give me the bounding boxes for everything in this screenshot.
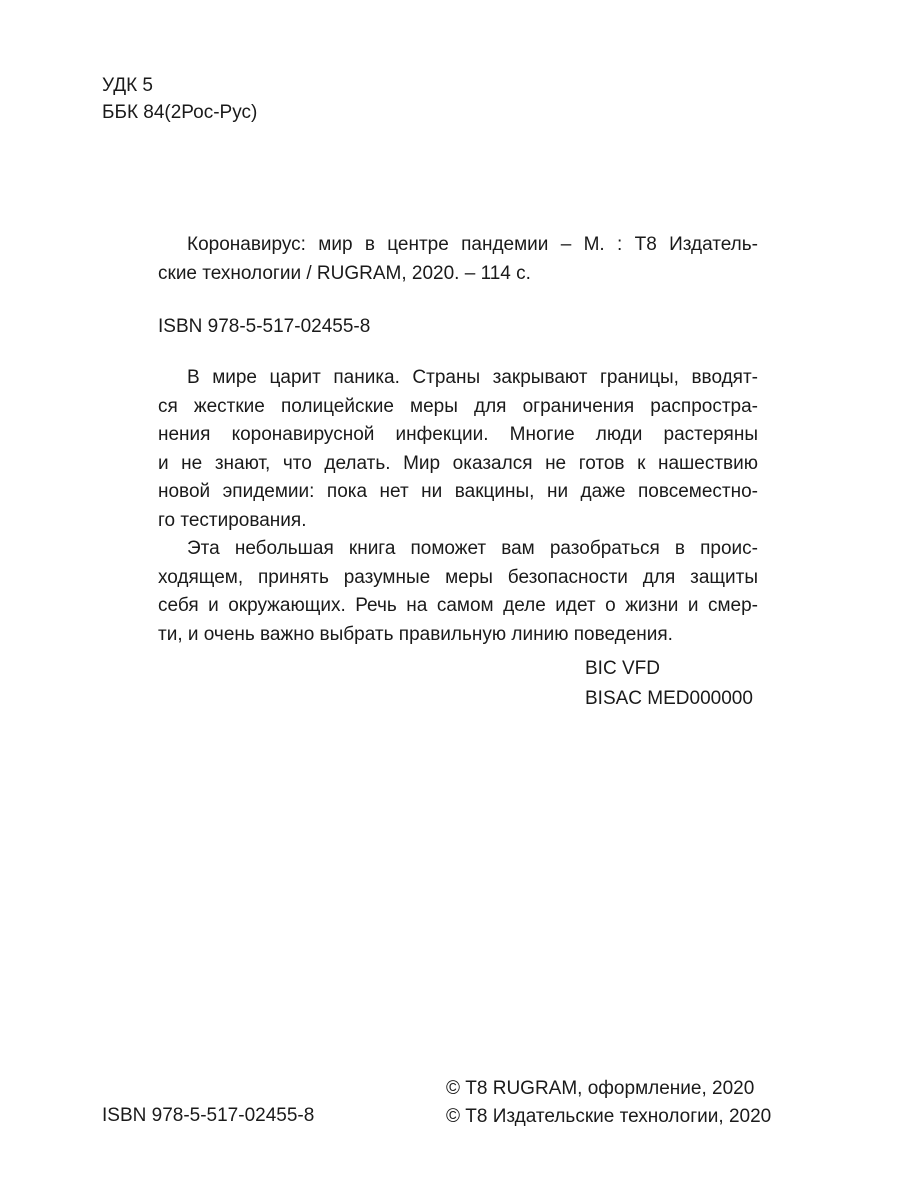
- bic-code: BIC VFD: [585, 658, 660, 679]
- bbk-code: ББК 84(2Рос-Рус): [102, 102, 258, 123]
- description-line: го тестирования.: [158, 509, 307, 531]
- description-line: В мире царит паника. Страны закрывают границы, вводят-: [187, 367, 758, 388]
- isbn-top: ISBN 978-5-517-02455-8: [158, 316, 371, 337]
- description-line: и не знают, что делать. Мир оказался не готов к нашествию: [158, 452, 758, 474]
- isbn-footer: ISBN 978-5-517-02455-8: [102, 1105, 315, 1126]
- bisac-code: BISAC MED000000: [585, 688, 753, 709]
- book-description: [158, 364, 758, 649]
- description-line: ся жесткие полицейские меры для ограничения распростра-: [158, 395, 758, 417]
- bibliographic-citation: [158, 231, 758, 288]
- description-line: себя и окружающих. Речь на самом деле идет о жизни и смер-: [158, 595, 758, 616]
- copyright-block: [446, 1075, 771, 1131]
- copyright-line: © Т8 RUGRAM, оформление, 2020: [446, 1078, 755, 1099]
- citation-line: ские технологии / RUGRAM, 2020. – 114 с.: [158, 262, 531, 284]
- description-line: нения коронавирусной инфекции. Многие люди растеряны: [158, 424, 758, 445]
- description-line: Эта небольшая книга поможет вам разобраться в проис-: [187, 538, 758, 559]
- classification-codes: [102, 72, 257, 126]
- description-line: новой эпидемии: пока нет ни вакцины, ни даже повсеместно-: [158, 481, 758, 502]
- description-line: ти, и очень важно выбрать правильную линию поведения.: [158, 623, 673, 645]
- subject-codes: [585, 654, 753, 714]
- description-line: ходящем, принять разумные меры безопасности для защиты: [158, 566, 758, 588]
- udk-code: УДК 5: [102, 75, 153, 96]
- citation-line: Коронавирус: мир в центре пандемии – М. : Т8 Издатель-: [187, 234, 758, 255]
- copyright-line: © Т8 Издательские технологии, 2020: [446, 1106, 772, 1127]
